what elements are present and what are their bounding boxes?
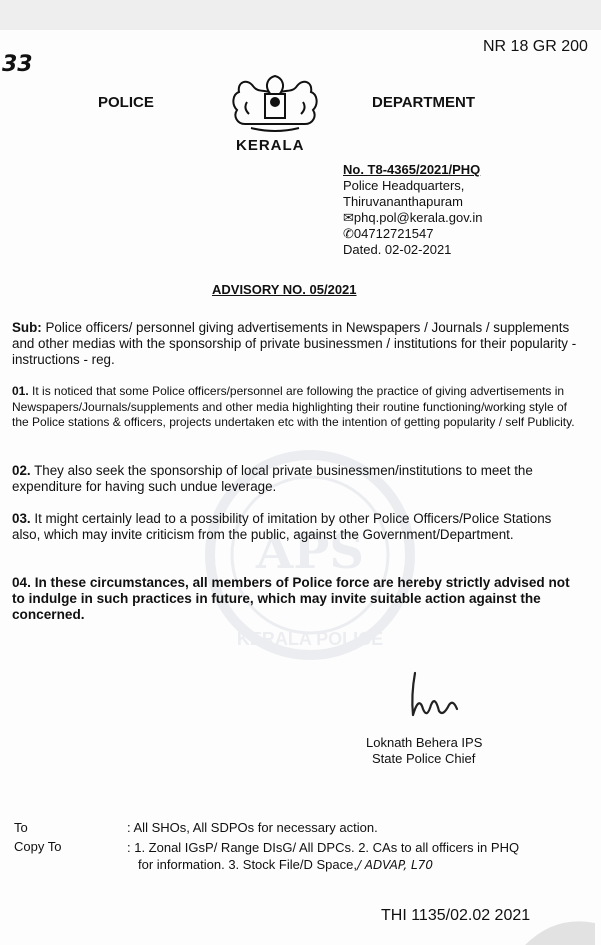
paragraph-04 [12, 575, 577, 623]
subject-label: Sub: [12, 320, 42, 335]
reference-email-row [343, 210, 483, 226]
kerala-emblem-icon [227, 72, 323, 134]
paragraph-number: 01. [12, 384, 29, 398]
signature [405, 665, 470, 720]
paragraph-number: 04. [12, 575, 31, 590]
paragraph-01 [12, 384, 577, 431]
reference-phone: 04712721547 [353, 226, 434, 241]
paragraph-02 [12, 463, 577, 495]
inward-stamp-top: NR 18 GR 200 [483, 38, 588, 55]
reference-number: No. T8-4365/2021/PHQ [343, 162, 481, 177]
inward-stamp-bottom: THI 1135/02.02 2021 [381, 907, 531, 924]
paragraph-03 [12, 511, 577, 543]
copy-to-line2-text: for information. 3. Stock File/D Space, [138, 857, 357, 872]
letterhead-police: POLICE [98, 94, 154, 111]
letterhead-department: DEPARTMENT [372, 94, 476, 111]
copy-to-line1: : 1. Zonal IGsP/ Range DIsG/ All DPCs. 2. CAs to all officers in PHQ [127, 840, 520, 855]
subject-paragraph [12, 320, 577, 368]
paragraph-number: 03. [12, 511, 31, 526]
subject-text: Police officers/ personnel giving advertisements in Newspapers / Journals / supplements and other medias with the sponsorship of private businessmen / institutions for their popularity - instructions - reg. [12, 320, 577, 367]
reference-office: Police Headquarters, [343, 178, 465, 193]
handwritten-page-number: 33 [2, 52, 33, 77]
reference-email: phq.pol@kerala.gov.in [353, 210, 483, 225]
paragraph-text: It might certainly lead to a possibility of imitation by other Police Officers/Police Stations also, which may invite criticism from the public, against the Government/Department. [12, 511, 552, 542]
mail-icon: ✉ [343, 210, 354, 225]
signatory-title: State Police Chief [372, 751, 476, 766]
paragraph-text: In these circumstances, all members of Police force are hereby strictly advised not to indulge in such practices in future, which may invite suitable action against the concerned. [12, 575, 570, 622]
reference-phone-row [343, 226, 433, 242]
paragraph-text: They also seek the sponsorship of local private businessmen/institutions to meet the expenditure for having such undue leverage. [12, 463, 533, 494]
copy-to-label: Copy To [14, 839, 62, 854]
reference-city: Thiruvananthapuram [343, 194, 463, 209]
copy-to-handwritten-note: / ADVAP, L70 [356, 858, 434, 872]
copy-to-line2 [138, 857, 433, 872]
to-label: To [14, 820, 28, 835]
reference-date: Dated. 02-02-2021 [343, 242, 452, 257]
to-value: : All SHOs, All SDPOs for necessary action. [127, 820, 378, 835]
signatory-name: Loknath Behera IPS [366, 735, 483, 750]
letterhead-kerala: KERALA [236, 137, 305, 154]
page-curl-shadow [525, 905, 595, 945]
scan-top-band [0, 0, 601, 30]
paragraph-text: It is noticed that some Police officers/personnel are following the practice of giving advertisements in Newspapers/Journals/supplements and other media highlighting their routine functioning/working style of the Police stations & officers, projects undertaken etc with the intention of getting popularity / self Publicity. [12, 384, 575, 429]
svg-text:APS: APS [256, 524, 364, 580]
paragraph-number: 02. [12, 463, 31, 478]
phone-icon: ✆ [343, 226, 354, 241]
watermark-text: KERALA POLICE [236, 629, 384, 649]
advisory-title: ADVISORY NO. 05/2021 [212, 282, 357, 297]
